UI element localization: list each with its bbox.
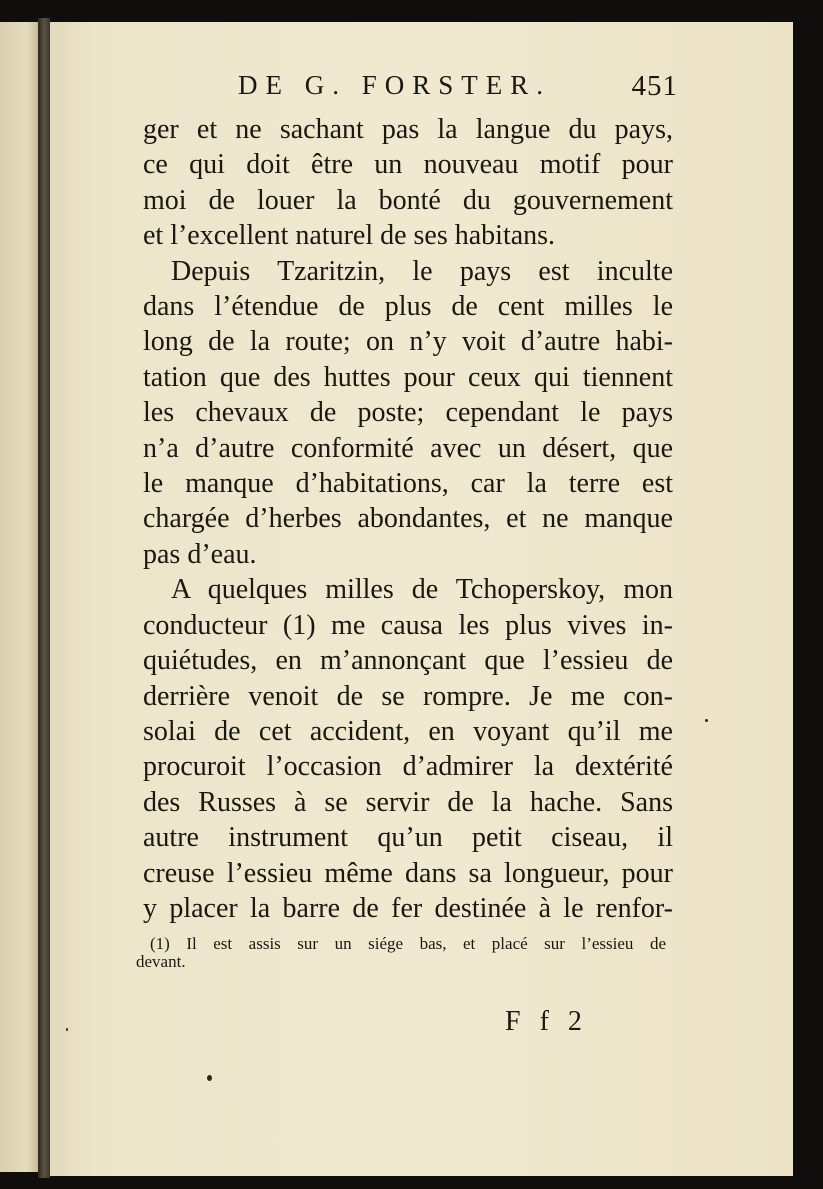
text-line: conducteur (1) me causa les plus vives in- [143, 609, 673, 641]
footnote [136, 935, 666, 971]
text-line: quiétudes, en m’annonçant que l’essieu de [143, 645, 673, 677]
text-line: les chevaux de poste; cependant le pays [143, 397, 673, 429]
book-gutter [38, 18, 50, 1178]
text-line: A quelques milles de Tchoperskoy, mon [171, 574, 673, 606]
text-line: et l’excellent naturel de ses habitans. [143, 220, 556, 252]
text-line: autre instrument qu’un petit ciseau, il [143, 822, 673, 854]
text-line: moi de louer la bonté du gouvernement [143, 184, 673, 216]
text-line: derrière venoit de se rompre. Je me con- [143, 680, 673, 712]
facing-page-edge [0, 22, 40, 1172]
footnote-line: (1) Il est assis sur un siége bas, et placé sur l’essieu de [150, 934, 666, 953]
book-page [50, 22, 793, 1176]
paragraph-2 [143, 254, 673, 573]
ink-speck [66, 1028, 68, 1031]
text-line: solai de cet accident, en voyant qu’il me [143, 715, 673, 747]
text-line: long de la route; on n’y voit d’autre habi- [143, 326, 673, 358]
text-line: des Russes à se servir de la hache. Sans [143, 786, 673, 818]
running-title: DE G. FORSTER. [238, 70, 552, 100]
text-line: pas d’eau. [143, 538, 257, 570]
text-line: y placer la barre de fer destinée à le renfor- [143, 892, 673, 924]
signature-mark: F f 2 [505, 1006, 588, 1037]
page-number: 451 [631, 70, 678, 102]
text-line: le manque d’habitations, car la terre est [143, 468, 673, 500]
text-line: dans l’étendue de plus de cent milles le [143, 291, 673, 323]
text-line: tation que des huttes pour ceux qui tiennent [143, 361, 673, 393]
text-line: ger et ne sachant pas la langue du pays, [143, 114, 673, 145]
ink-speck [705, 719, 708, 722]
ink-speck [207, 1075, 212, 1081]
text-line: creuse l’essieu même dans sa longueur, pour [143, 857, 673, 889]
text-line: procuroit l’occasion d’admirer la dextérité [143, 751, 673, 783]
footnote-line: devant. [136, 952, 186, 971]
running-head [238, 70, 678, 110]
paragraph-3 [143, 572, 673, 926]
paragraph-1 [143, 112, 673, 254]
text-line: ce qui doit être un nouveau motif pour [143, 149, 673, 181]
text-line: Depuis Tzaritzin, le pays est inculte [171, 255, 673, 287]
text-line: n’a d’autre conformité avec un désert, que [143, 432, 673, 464]
text-line: chargée d’herbes abondantes, et ne manque [143, 503, 673, 535]
body-text [143, 112, 673, 926]
